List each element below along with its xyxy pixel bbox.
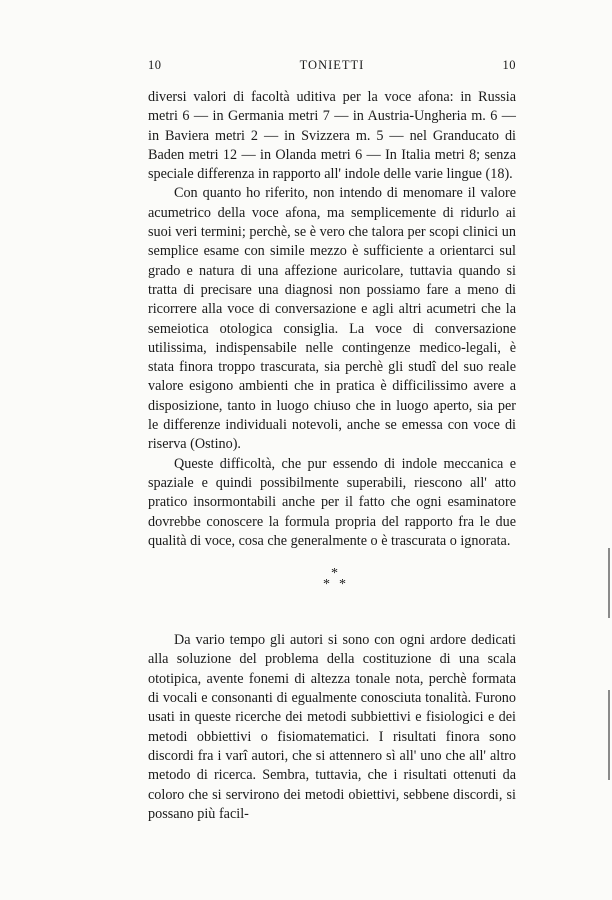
asterism-star-right: * — [339, 577, 346, 593]
running-header — [148, 58, 516, 76]
page-number-right: 10 — [502, 58, 516, 72]
paragraph-continued: diversi valori di facoltà uditiva per la voce afona: in Russia metri 6 — in Germania metri 7 — in Austria-Ungheria m. 6 — in Baviera metri 2 — in Svizzera m. 5 — nel Granducato di Baden metri 12 — in Olanda metri 6 — In Italia metri 8; senza speciale differenza in rapporto all' indole delle varie lingue (18). — [148, 89, 516, 183]
page-number-left: 10 — [148, 58, 162, 72]
section-gap — [148, 615, 516, 631]
running-title: TONIETTI — [299, 58, 365, 72]
paragraph-scala-ototipica: Da vario tempo gli autori si sono con ogni ardore dedicati alla soluzione del problema della costituzione di una scala ototipica, avente fonemi di altezza tonale nota, perchè formata di vocali e consonanti di egualmente conosciuta tonalità. Furono usati in queste ricerche dei metodi subbiettivi e fisiologici e dei metodi obbiettivi o fisiomatematici. I risultati finora sono discordi fra i varî autori, che si attennero sì all' uno che all' altro metodo di ricerca. Sembra, tuttavia, che i risultati ottenuti da coloro che si servirono dei metodi obiettivi, sebbene discordi, si possano più facil- — [148, 632, 516, 822]
asterism-star-left: * — [323, 577, 330, 593]
page-body — [148, 88, 516, 824]
section-break-asterism — [148, 557, 516, 615]
paragraph-voce-afona: Con quanto ho riferito, non intendo di menomare il valore acumetrico della voce afona, ma semplicemente di ridurlo ai suoi veri termini; perchè, se è vero che talora per scopi clinici un semplice esame con simile mezzo è sufficiente a orientarci sul grado e natura di una affezione auricolare, tuttavia quando si tratta di precisare una diagnosi non possiamo fare a meno di ricorrere alla voce di conversazione e agli altri acumetri che la semeiotica otologica consiglia. La voce di conversazione utilissima, indispensabile nelle contingenze medico-legali, è stata finora troppo trascurata, sia perchè gli studî del suo reale valore esigono ambienti che in pratica è difficilissimo avere a disposizione, tanto in luogo chiuso che in luogo aperto, sia per le differenze individuali notevoli, anche se emessa con voce di riserva (Ostino). — [148, 185, 516, 453]
paragraph-difficolta: Queste difficoltà, che pur essendo di indole meccanica e spaziale e quindi possibilmente superabili, riescono all' atto pratico insormontabili anche per il fatto che ogni esaminatore dovrebbe conoscere la formula propria del rapporto fra le due qualità di voce, cosa che generalmente o è trascurata o ignorata. — [148, 455, 516, 549]
page-edge-shadow — [608, 548, 610, 618]
asterism-star-top: * — [331, 566, 338, 582]
page-edge-shadow-lower — [608, 690, 610, 780]
